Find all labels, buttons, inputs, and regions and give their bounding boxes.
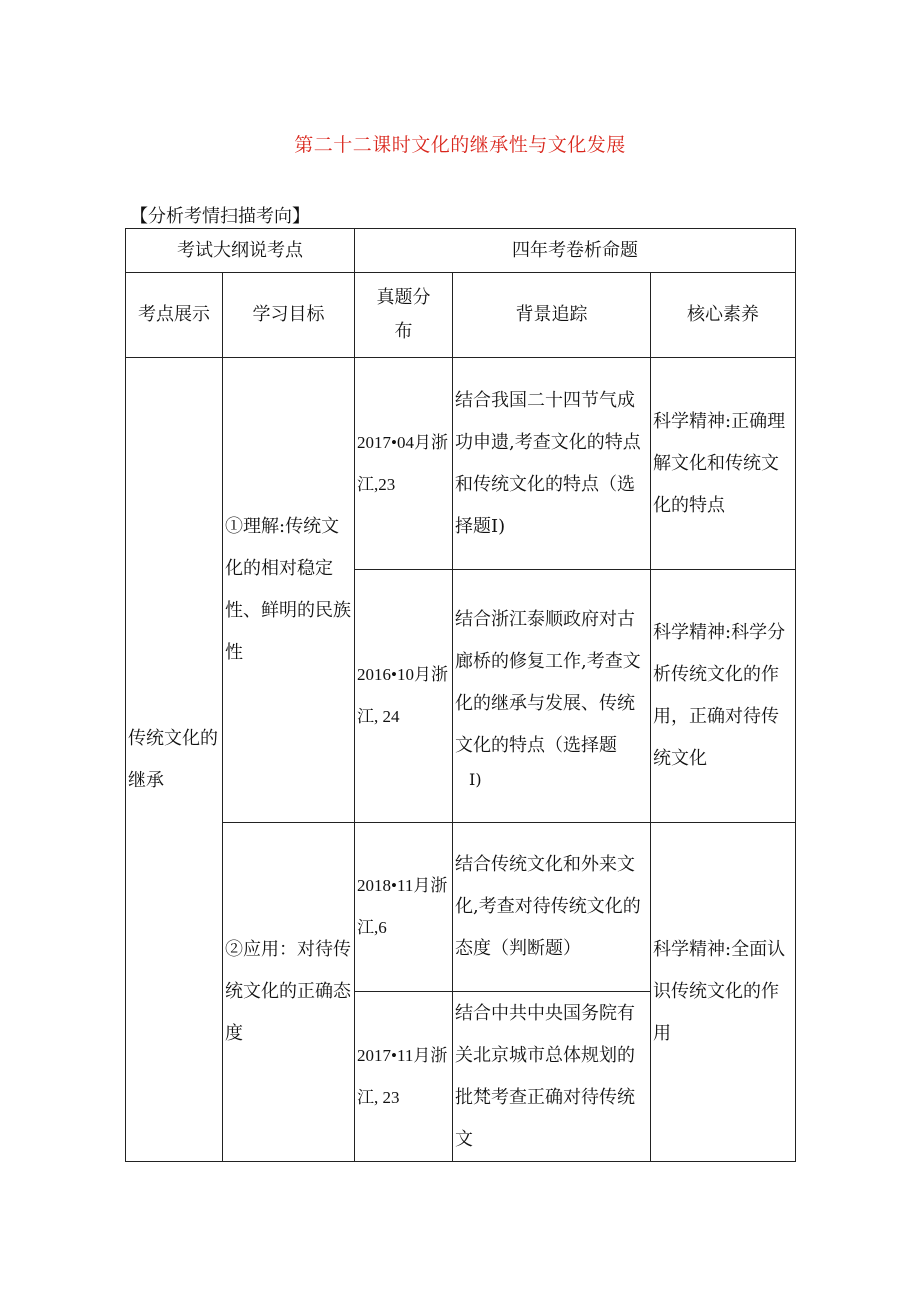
source-cell-3: 2018•11月浙江,6 [355, 823, 453, 992]
background-cell-2-text: 结合浙江泰顺政府对古廊桥的修复工作,考查文化的继承与发展、传统文化的特点（选择题 [455, 609, 641, 756]
source-cell-4: 2017•11月浙江, 23 [355, 992, 453, 1162]
background-cell-3: 结合传统文化和外来文化,考查对待传统文化的态度（判断题） [453, 823, 651, 992]
col-header-distribution [355, 273, 453, 358]
exam-analysis-table [125, 228, 796, 1162]
background-cell-2-tail: I) [469, 770, 482, 789]
col-header-literacy: 核心素养 [651, 273, 796, 358]
literacy-cell-3: 科学精神:全面认识传统文化的作用 [651, 823, 796, 1162]
col-header-topic: 考点展示 [126, 273, 223, 358]
goal-cell-1: ①理解:传统文化的相对稳定性、鲜明的民族性 [223, 358, 355, 823]
source-cell-2: 2016•10月浙江, 24 [355, 570, 453, 823]
background-cell-1: 结合我国二十四节气成功申遗,考查文化的特点和传统文化的特点（选择题I) [453, 358, 651, 570]
goal-cell-2: ②应用：对待传统文化的正确态度 [223, 823, 355, 1162]
group-header-syllabus: 考试大纲说考点 [126, 229, 355, 273]
background-cell-2 [453, 570, 651, 823]
literacy-cell-1: 科学精神:正确理解文化和传统文化的特点 [651, 358, 796, 570]
group-header-exam-analysis: 四年考卷析命题 [355, 229, 796, 273]
page-title: 第二十二课时文化的继承性与文化发展 [294, 134, 626, 156]
section-heading: 【分析考情扫描考向】 [130, 206, 310, 227]
col-header-distribution-line-1: 真题分 [376, 287, 431, 308]
topic-cell: 传统文化的继承 [126, 358, 223, 1162]
background-cell-4: 结合中共中央国务院有关北京城市总体规划的批梵考查正确对待传统文 [453, 992, 651, 1162]
source-cell-1: 2017•04月浙江,23 [355, 358, 453, 570]
col-header-distribution-line-2: 布 [394, 321, 413, 342]
literacy-cell-2: 科学精神:科学分析传统文化的作用，正确对待传统文化 [651, 570, 796, 823]
col-header-goal: 学习目标 [223, 273, 355, 358]
col-header-background: 背景追踪 [453, 273, 651, 358]
